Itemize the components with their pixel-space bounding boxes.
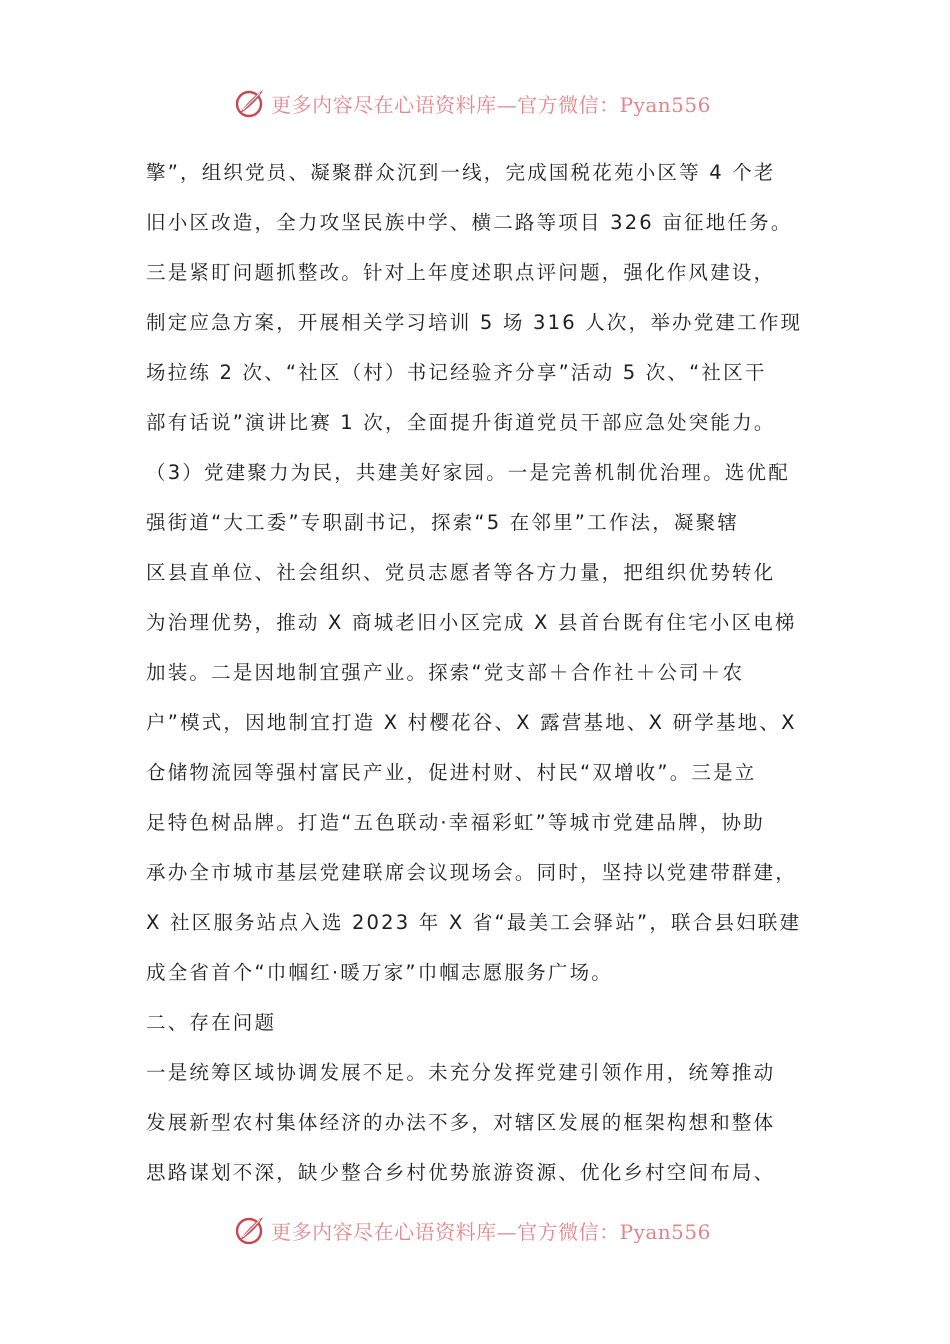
body-line: 仓储物流园等强村富民产业，促进村财、村民“双增收”。三是立 <box>146 761 757 784</box>
header-banner-text: 更多内容尽在心语资料库—官方微信：Pyan556 <box>271 92 711 117</box>
body-line: 场拉练 2 次、“社区（村）书记经验齐分享”活动 5 次、“社区干 <box>146 361 767 384</box>
body-line: 户”模式，因地制宜打造 X 村樱花谷、X 露营基地、X 研学基地、X <box>146 711 797 734</box>
body-line: 成全省首个“巾帼红·暖万家”巾帼志愿服务广场。 <box>146 961 614 984</box>
body-line: 思路谋划不深，缺少整合乡村优势旅游资源、优化乡村空间布局、 <box>146 1161 776 1184</box>
header-banner <box>0 83 950 123</box>
body-line: 三是紧盯问题抓整改。针对上年度述职点评问题，强化作风建设， <box>146 261 776 284</box>
body-line: X 社区服务站点入选 2023 年 X 省“最美工会驿站”，联合县妇联建 <box>146 911 802 934</box>
body-line: 强街道“大工委”专职副书记，探索“5 在邻里”工作法，凝聚辖 <box>146 511 740 534</box>
document-body <box>146 148 826 1198</box>
body-line: 一是统筹区域协调发展不足。未充分发挥党建引领作用，统筹推动 <box>146 1061 776 1084</box>
body-line: 加装。二是因地制宜强产业。探索“党支部＋合作社＋公司＋农 <box>146 661 745 684</box>
body-line: 区县直单位、社会组织、党员志愿者等各方力量，把组织优势转化 <box>146 561 776 584</box>
footer-banner-text: 更多内容尽在心语资料库—官方微信：Pyan556 <box>271 1219 711 1244</box>
body-line: 承办全市城市基层党建联席会议现场会。同时，坚持以党建带群建， <box>146 861 798 884</box>
header-banner-inner <box>233 86 711 120</box>
body-line: 旧小区改造，全力攻坚民族中学、横二路等项目 326 亩征地任务。 <box>146 211 793 234</box>
footer-banner <box>0 1210 950 1250</box>
body-line: 制定应急方案，开展相关学习培训 5 场 316 人次，举办党建工作现 <box>146 311 803 334</box>
body-line: 足特色树品牌。打造“五色联动·幸福彩虹”等城市党建品牌，协助 <box>146 811 765 834</box>
quill-logo-icon <box>233 1213 267 1247</box>
body-line: 擎”，组织党员、凝聚群众沉到一线，完成国税花苑小区等 4 个老 <box>146 161 776 184</box>
body-line: 发展新型农村集体经济的办法不多，对辖区发展的框架构想和整体 <box>146 1111 776 1134</box>
body-line: （3）党建聚力为民，共建美好家园。一是完善机制优治理。选优配 <box>146 461 790 484</box>
footer-banner-inner <box>233 1213 711 1247</box>
section-heading: 二、存在问题 <box>146 1011 277 1034</box>
body-line: 为治理优势，推动 X 商城老旧小区完成 X 县首台既有住宅小区电梯 <box>146 611 797 634</box>
body-line: 部有话说”演讲比赛 1 次，全面提升街道党员干部应急处突能力。 <box>146 411 776 434</box>
quill-logo-icon <box>233 86 267 120</box>
